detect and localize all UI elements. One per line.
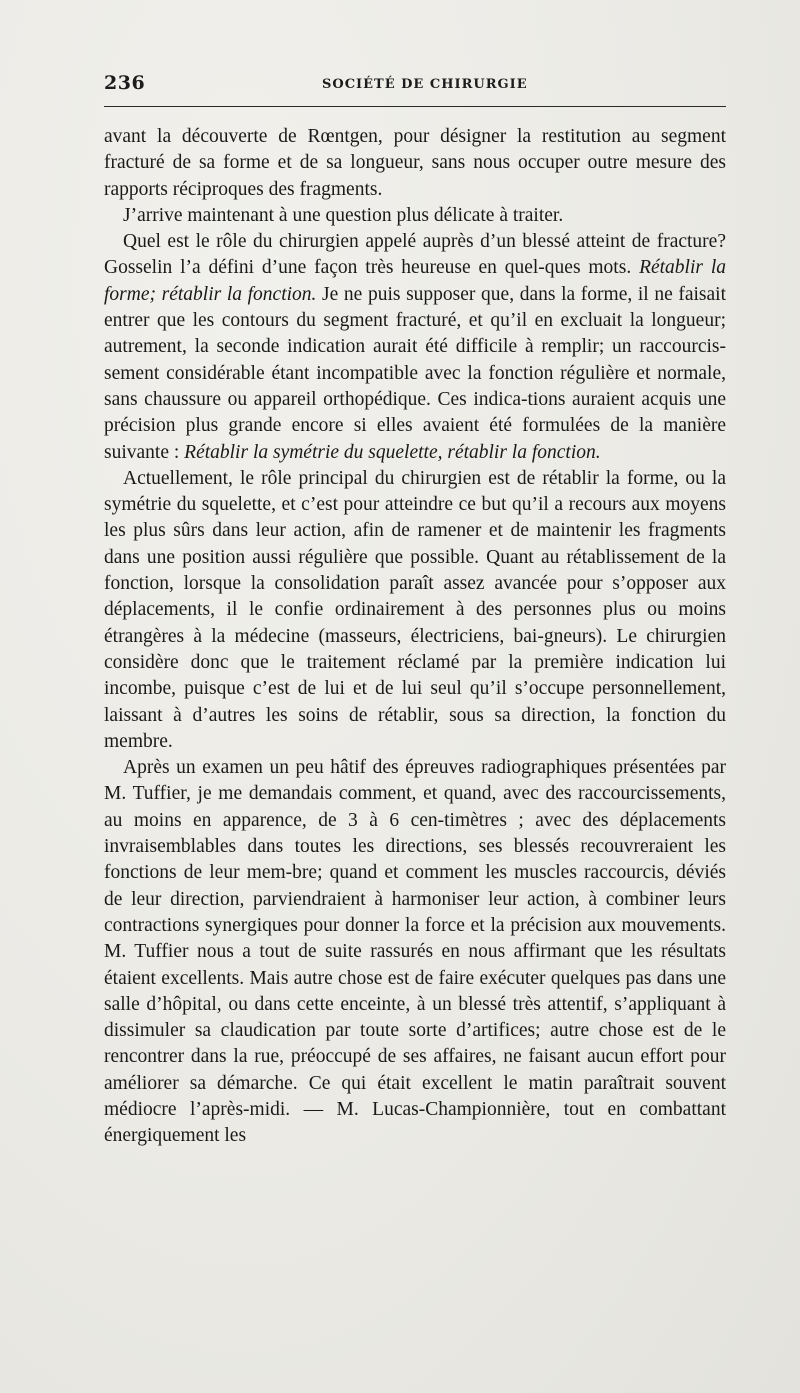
page-number: 236 [104, 72, 146, 94]
running-head: SOCIÉTÉ DE CHIRURGIE [322, 77, 528, 92]
paragraph [104, 229, 726, 466]
paragraph-text: Je ne puis supposer que, dans la forme, il ne faisait entrer que les contours du segment fracturé, et qu’il en excluait la longueur; autrement, la seconde indication aurait été difficile à remplir; un raccourcis-sement considérable étant incompatible avec la fonction régulière et normale, sans chaussure ou appareil orthopédique. Ces indica-tions auraient acquis une précision plus grande encore si elles avaient été formulées de la manière suivante : [104, 283, 726, 463]
paragraph [104, 755, 726, 1149]
paragraph [104, 466, 726, 755]
paragraph-text: J’arrive maintenant à une question plus délicate à traiter. [123, 204, 564, 226]
paragraph [104, 124, 726, 203]
italic-quote: Rétablir la symétrie du squelette, rétablir la fonction. [184, 441, 601, 463]
body-text [104, 124, 726, 1150]
page-header [104, 72, 726, 98]
paragraph-text: avant la découverte de Rœntgen, pour désigner la restitution au segment fracturé de sa forme et de sa longueur, sans nous occuper outre mesure des rapports réciproques des fragments. [104, 126, 726, 200]
paragraph-text: Actuellement, le rôle principal du chirurgien est de rétablir la forme, ou la symétrie du squelette, et c’est pour atteindre ce but qu’il a recours aux moyens les plus sûrs dans leur action, afin de ramener et de maintenir les fragments dans une position aussi régulière que possible. Quant au rétablissement de la fonction, lorsque la consolidation paraît assez avancée pour s’opposer aux déplacements, il le confie ordinairement à des personnes plus ou moins étrangères à la médecine (masseurs, électriciens, bai-gneurs). Le chirurgien considère donc que le traitement réclamé par la première indication lui incombe, puisque c’est de lui et de lui seul qu’il s’occupe personnellement, laissant à d’autres les soins de rétablir, sous sa direction, la fonction du membre. [104, 467, 726, 752]
header-rule [104, 106, 726, 107]
paragraph-text: Quel est le rôle du chirurgien appelé auprès d’un blessé atteint de fracture? Gosselin l’a défini d’une façon très heureuse en quel-ques mots. [104, 231, 726, 279]
italic-quote: Rétablir la forme; rétablir la fonction. [104, 257, 726, 305]
paragraph [104, 203, 726, 229]
paragraph-text: Après un examen un peu hâtif des épreuves radiographiques présentées par M. Tuffier, je me demandais comment, et quand, avec des raccourcissements, au moins en apparence, de 3 à 6 cen-timètres ; avec des déplacements invraisemblables dans toutes les directions, ses blessés recouvreraient les fonctions de leur mem-bre; quand et comment les muscles raccourcis, déviés de leur direction, parviendraient à harmoniser leur action, à combiner leurs contractions synergiques pour donner la force et la précision aux mouvements. M. Tuffier nous a tout de suite rassurés en nous affirmant que les résultats étaient excellents. Mais autre chose est de faire exécuter quelques pas dans une salle d’hôpital, ou dans cette enceinte, à un blessé très attentif, s’appliquant à dissimuler sa claudication par toute sorte d’artifices; autre chose est de le rencontrer dans la rue, préoccupé de ses affaires, ne faisant aucun effort pour améliorer sa démarche. Ce qui était excellent le matin paraîtrait souvent médiocre l’après-midi. — M. Lucas-Championnière, tout en combattant énergiquement les [104, 757, 726, 1147]
